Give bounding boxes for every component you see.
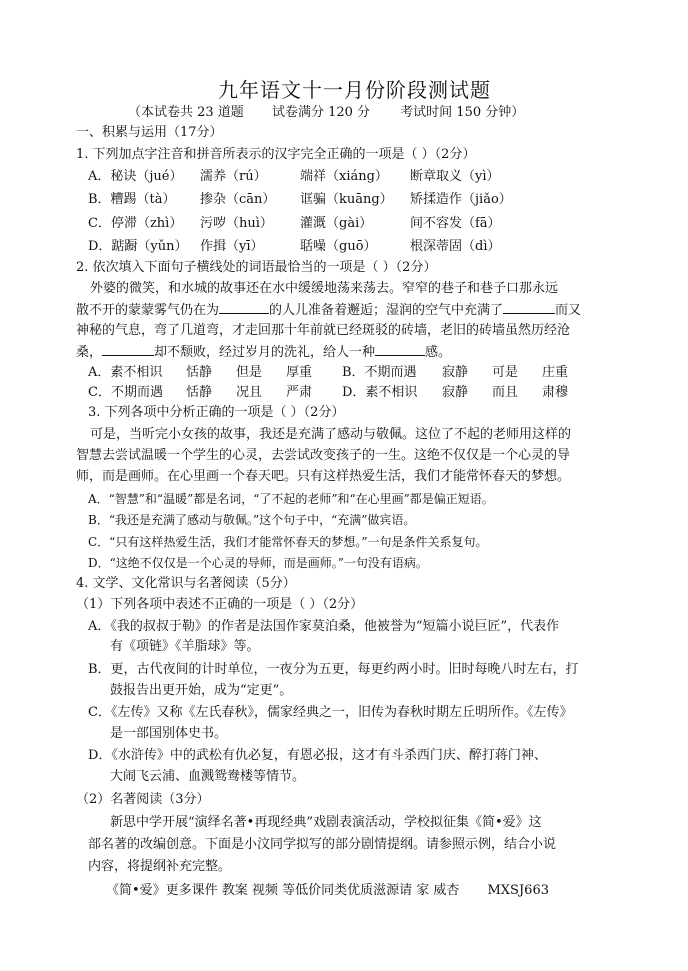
q2-d-2: 寂静: [442, 385, 469, 400]
answer-blank-1[interactable]: [219, 301, 269, 314]
q4-sub-1: （1）下列各项中表述不正确的一项是（ ）（2分）: [76, 597, 364, 612]
q1-b-4: 矫揉造作（jiǎo）: [410, 192, 512, 207]
q1-d-3: 聒噪（guō）: [300, 239, 377, 254]
q4-reading-line-1: 新思中学开展“演绎名著•再现经典”戏剧表演活动，学校拟征集《简•爱》这: [110, 815, 542, 830]
subtitle-time: 考试时间 150 分钟）: [400, 105, 525, 120]
q4-option-a-line-1: A．《我的叔叔于勒》的作者是法国作家莫泊桑，他被誉为“短篇小说巨匠”，代表作: [88, 619, 560, 634]
q1-c-3: 灌溉（gài）: [300, 216, 373, 231]
q1-a-3: 端祥（xiáng）: [300, 169, 388, 184]
q3-option-d: D．“这绝不仅仅是一个心灵的导师，而是画师。”一句没有语病。: [88, 556, 428, 570]
exam-subtitle: [128, 104, 524, 122]
q4-option-d-line-1: D．《水浒传》中的武松有仇必复，有恩必报，这才有斗杀西门庆、醉打蒋门神、: [88, 748, 547, 763]
footer-code: MXSJ663: [487, 883, 549, 898]
q1-option-b: [88, 191, 512, 209]
q1-a-4: 断章取义（yì）: [410, 169, 500, 184]
q2-p4-part-b: 却不颓败，经过岁月的洗礼，给人一种: [154, 345, 376, 360]
q1-b-3: 诓骗（kuāng）: [300, 192, 393, 207]
q2-p2-part-a: 散不开的蒙蒙雾气仍在为: [76, 303, 220, 318]
q2-b-4: 庄重: [542, 365, 569, 380]
q4-reading-line-3: 内容，将提纲补充完整。: [88, 859, 232, 874]
q2-p2-part-b: 的人儿准备着邂逅；湿润的空气中充满了: [269, 303, 504, 318]
q3-stem: 3. 下列各项中分析正确的一项是（ ）（2分）: [88, 405, 345, 420]
exam-title: 九年语文十一月份阶段测试题: [218, 78, 491, 102]
q1-c-2: 污哕（huì）: [200, 216, 273, 231]
q4-stem: 4. 文学、文化常识与名著阅读（5分）: [76, 576, 296, 591]
q2-p4-part-a: 桑，: [76, 345, 103, 360]
q2-a-3: 但是: [236, 365, 263, 380]
answer-blank-4[interactable]: [375, 343, 425, 356]
q2-c-3: 况且: [236, 385, 263, 400]
q1-c-4: 间不容发（fā）: [410, 216, 501, 231]
q1-a-1: A．秘诀（jué）: [88, 169, 183, 184]
q2-c-2: 恬静: [186, 385, 213, 400]
subtitle-score: 试卷满分 120 分: [271, 105, 371, 120]
q1-stem: 1. 下列加点字注音和拼音所表示的汉字完全正确的一项是（ ）（2分）: [76, 147, 476, 162]
answer-blank-3[interactable]: [102, 343, 154, 356]
q4-option-a-line-2: 有《项链》《羊脂球》等。: [110, 639, 260, 654]
q4-option-d-line-2: 大闹飞云浦、血溅鸳鸯楼等情节。: [110, 769, 306, 784]
q3-passage-line-3: 师，而是画师。在心里画一个春天吧。只有这样热爱生活，我们才能常怀春天的梦想。: [76, 469, 571, 484]
q2-passage-line-4: [76, 343, 451, 362]
q2-passage-line-1: 外婆的微笑，和水城的故事还在水中缓缓地荡来荡去。窄窄的巷子和巷子口那永远: [90, 281, 559, 296]
q1-option-a: [88, 168, 500, 186]
q3-option-b: B．“我还是充满了感动与敬佩。”这个句子中，“充满”做宾语。: [88, 513, 416, 527]
q4-sub-2: （2）名著阅读（3分）: [76, 792, 210, 807]
q1-option-c: [88, 215, 501, 233]
q2-a-2: 恬静: [186, 365, 213, 380]
q2-c-4: 严肃: [286, 385, 313, 400]
q2-d-1: D．素不相识: [342, 385, 418, 400]
q2-options-row-2: [88, 384, 568, 402]
q4-option-b-line-2: 鼓报告出更开始，成为“定更”。: [110, 683, 293, 698]
q4-option-b-line-1: B．更，古代夜间的计时单位，一夜分为五更，每更约两小时。旧时每晚八时左右，打: [88, 662, 579, 677]
q2-options-row-1: [88, 364, 568, 382]
q2-a-4: 厚重: [286, 365, 313, 380]
q3-passage-line-2: 智慧去尝试温暖一个学生的心灵，去尝试改变孩子的一生。这绝不仅仅是一个心灵的导: [76, 448, 571, 463]
footer-text: 《简•爱》更多课件 教案 视频 等低价同类优质滋源请 家 威杏: [106, 883, 460, 898]
q1-d-1: D．踮蹰（yǔn）: [88, 239, 188, 254]
q2-p2-part-c: 而又: [555, 303, 582, 318]
q2-stem: 2. 依次填入下面句子横线处的词语最恰当的一项是（ ）（2分）: [76, 260, 437, 275]
section-1-heading: 一、积累与运用（17分）: [76, 125, 223, 140]
q1-b-2: 掺杂（cān）: [200, 192, 276, 207]
q1-option-d: [88, 238, 500, 256]
subtitle-items: （本试卷共 23 道题: [128, 105, 244, 120]
q4-reading-line-2: 部名著的改编创意。下面是小汶同学拟写的部分剧情提纲。请参照示例，结合小说: [88, 837, 557, 852]
q2-b-3: 可是: [492, 365, 519, 380]
q2-b-1: B．不期而遇: [342, 365, 417, 380]
q2-passage-line-3: 神秘的气息，弯了几道弯，才走回那十年前就已经斑驳的砖墙，老旧的砖墙虽然历经沧: [76, 323, 571, 338]
q1-c-1: C．停滞（zhì）: [88, 216, 183, 231]
q3-passage-line-1: 可是，当听完小女孩的故事，我还是充满了感动与敬佩。这位了不起的老师用这样的: [90, 427, 572, 442]
q1-d-4: 根深蒂固（dì）: [410, 239, 501, 254]
q2-passage-line-2: [76, 301, 581, 320]
page-footer: [106, 882, 549, 900]
q1-d-2: 作揖（yī）: [200, 239, 264, 254]
q4-option-c-line-2: 是一部国别体史书。: [110, 726, 228, 741]
q2-p4-part-c: 感。: [425, 345, 452, 360]
q1-a-2: 濡养（rú）: [200, 169, 267, 184]
q2-a-1: A．素不相识: [88, 365, 163, 380]
q3-option-c: C．“只有这样热爱生活，我们才能常怀春天的梦想。”一句是条件关系复句。: [88, 535, 488, 549]
q2-b-2: 寂静: [442, 365, 469, 380]
q2-d-3: 而且: [492, 385, 519, 400]
q2-d-4: 肃穆: [542, 385, 569, 400]
q1-b-1: B．糟踢（tà）: [88, 192, 176, 207]
q3-option-a: A．“智慧”和“温暖”都是名词，“了不起的老师”和“在心里画”都是偏正短语。: [88, 492, 494, 506]
answer-blank-2[interactable]: [503, 301, 555, 314]
q2-c-1: C．不期而遇: [88, 385, 163, 400]
q4-option-c-line-1: C．《左传》又称《左氏春秋》，儒家经典之一，旧传为春秋时期左丘明所作。《左传》: [88, 705, 573, 720]
